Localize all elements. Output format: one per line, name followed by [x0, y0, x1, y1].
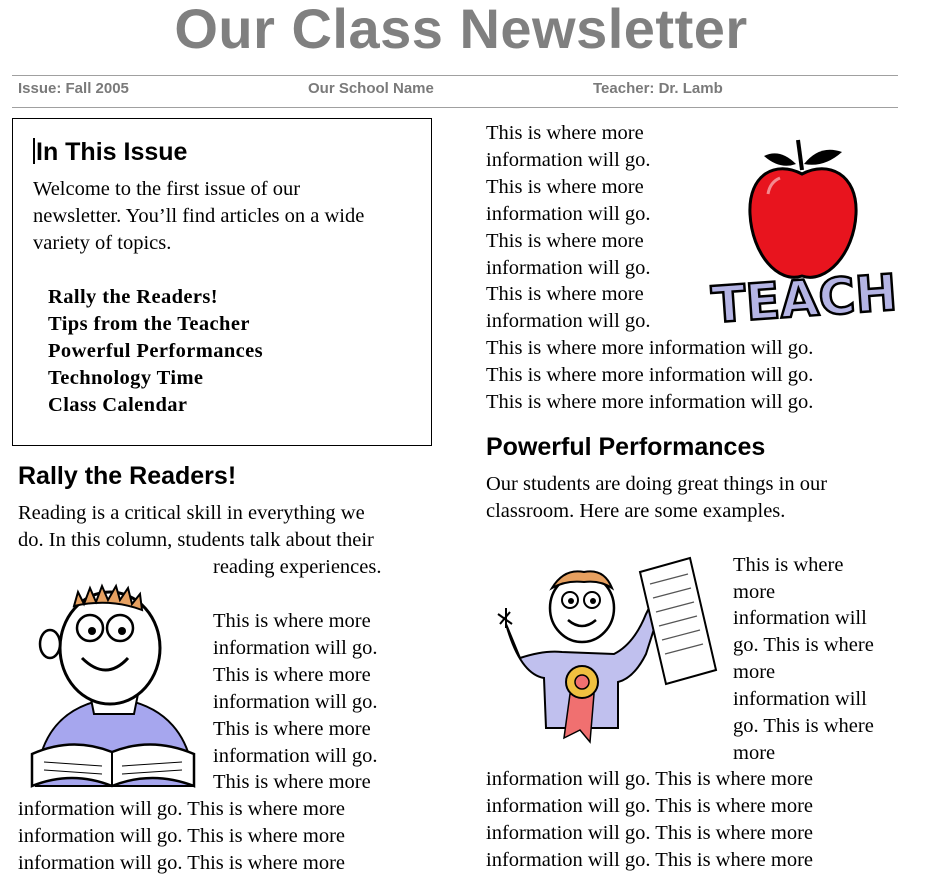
performances-intro-line: Our students are doing great things in our: [486, 473, 828, 495]
right-line: This is where more information will go.: [486, 391, 814, 413]
intro-line: variety of topics.: [33, 232, 172, 254]
right-line: information will go.: [486, 257, 651, 279]
performances-line: This is where: [733, 554, 844, 576]
intro-line: Welcome to the first issue of our: [33, 178, 301, 200]
toc-item: Technology Time: [48, 367, 204, 389]
performances-line: information will go. This is where more: [486, 795, 813, 817]
header-bottom-rule: [12, 107, 898, 108]
reading-boy-illustration: [22, 586, 208, 786]
rally-line: information will go. This is where more: [18, 852, 345, 874]
rally-heading: Rally the Readers!: [18, 462, 237, 490]
performances-line: go. This is where: [733, 715, 874, 737]
teacher-name: Teacher: Dr. Lamb: [593, 80, 723, 97]
apple-teach-illustration: [709, 134, 899, 335]
rally-line: This is where more: [213, 718, 371, 740]
rally-line: Reading is a critical skill in everything we: [18, 502, 365, 524]
toc-item: Rally the Readers!: [48, 286, 219, 308]
issue-label: Issue: Fall 2005: [18, 80, 129, 97]
performances-line: information will go. This is where more: [486, 822, 813, 844]
performances-line: more: [733, 581, 776, 603]
toc-item: Powerful Performances: [48, 340, 264, 362]
rally-line: This is where more: [213, 664, 371, 686]
toc-item: Tips from the Teacher: [48, 313, 250, 335]
performances-intro-line: classroom. Here are some examples.: [486, 500, 786, 522]
rally-line: information will go.: [213, 745, 378, 767]
rally-line: do. In this column, students talk about their: [18, 529, 374, 551]
right-line: This is where more information will go.: [486, 364, 814, 386]
right-line: information will go.: [486, 203, 651, 225]
performances-line: information will go. This is where more: [486, 768, 813, 790]
performances-line: information will go. This is where more: [486, 849, 813, 871]
rally-line: information will go. This is where more: [18, 825, 345, 847]
award-boy-illustration: [494, 558, 718, 744]
right-line: This is where more: [486, 122, 644, 144]
intro-line: newsletter. You’ll find articles on a wide: [33, 205, 365, 227]
rally-line: information will go. This is where more: [18, 798, 345, 820]
performances-line: information will: [733, 688, 867, 710]
newsletter-title: Our Class Newsletter: [174, 0, 748, 60]
right-line: This is where more: [486, 283, 644, 305]
school-name: Our School Name: [308, 80, 434, 97]
performances-line: go. This is where: [733, 634, 874, 656]
performances-line: more: [733, 661, 776, 683]
header-top-rule: [12, 75, 898, 76]
performances-heading: Powerful Performances: [486, 433, 766, 461]
rally-line: information will go.: [213, 637, 378, 659]
performances-line: more: [733, 742, 776, 764]
rally-line: reading experiences.: [213, 556, 382, 578]
right-line: This is where more information will go.: [486, 337, 814, 359]
rally-line: This is where more: [213, 610, 371, 632]
right-line: This is where more: [486, 176, 644, 198]
right-line: information will go.: [486, 149, 651, 171]
performances-line: information will: [733, 607, 867, 629]
in-this-issue-heading-text: In This Issue: [36, 138, 188, 166]
right-line: This is where more: [486, 230, 644, 252]
toc-item: Class Calendar: [48, 394, 188, 416]
teach-word: TEACH: [709, 263, 899, 335]
text-cursor: [33, 138, 35, 164]
in-this-issue-heading[interactable]: [33, 138, 187, 167]
rally-line: information will go.: [213, 691, 378, 713]
rally-line: This is where more: [213, 771, 371, 793]
right-line: information will go.: [486, 310, 651, 332]
